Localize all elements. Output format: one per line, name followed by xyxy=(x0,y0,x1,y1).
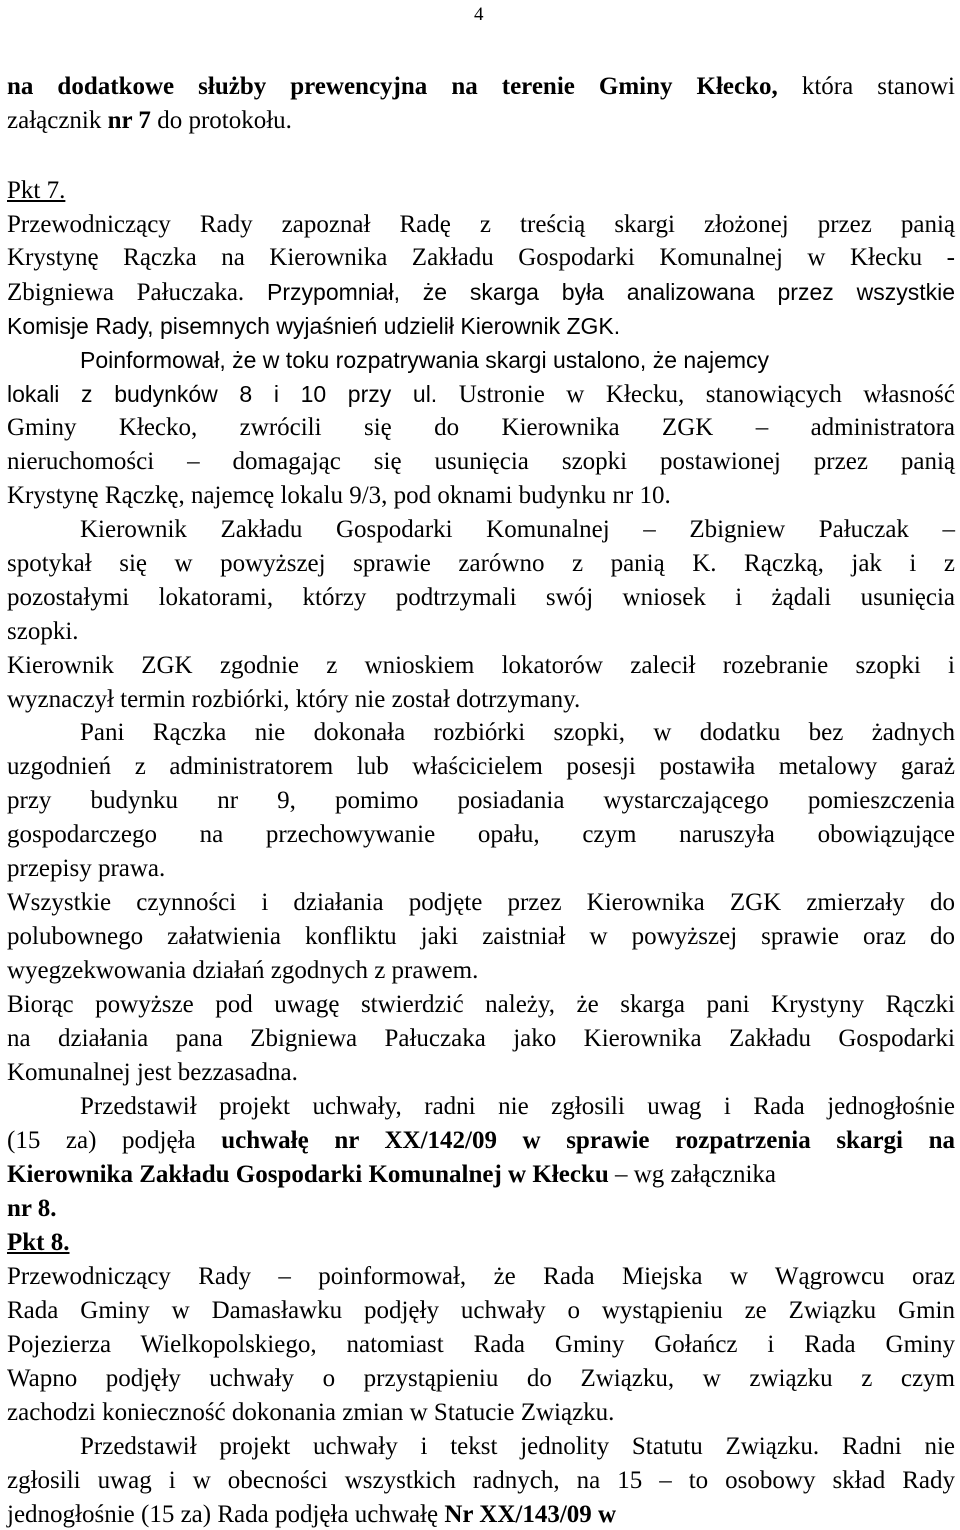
text-line: Biorąc powyższe pod uwagę stwierdzić należy, że skarga pani Krystyny Rączki xyxy=(7,991,955,1018)
text-span: Zbigniewa Pałuczaka. xyxy=(7,279,245,306)
text-line: Pani Rączka nie dokonała rozbiórki szopki, w dodatku bez żadnych xyxy=(80,719,955,746)
text-line: Komisje Rady, pisemnych wyjaśnień udzielił Kierownik ZGK. xyxy=(7,313,621,339)
text-span: Ustronie w Kłecku, stanowiących własność xyxy=(437,381,955,408)
text-span: jednogłośnie (15 za) Rada podjęła uchwałę xyxy=(7,1501,445,1528)
text-line: Kierownik Zakładu Gospodarki Komunalnej – Zbigniew Pałuczak – xyxy=(80,516,955,543)
text-line: nr 8. xyxy=(7,1195,57,1222)
section-heading: Pkt 8. xyxy=(7,1229,70,1256)
text-line: szopki. xyxy=(7,618,79,645)
text-line xyxy=(7,379,955,410)
text-line: wyegzekwowania działań zgodnych z prawem. xyxy=(7,957,479,984)
bold-text: nr 7 xyxy=(107,107,151,134)
text-line xyxy=(7,277,955,308)
text-line: Przewodniczący Rady – poinformował, że Rada Miejska w Wągrowcu oraz xyxy=(7,1263,955,1290)
text-line xyxy=(7,106,955,136)
text-line: uzgodnień z administratorem lub właścicielem posesji postawiła metalowy garaż xyxy=(7,753,955,780)
text-line: Przewodniczący Rady zapoznał Radę z treścią skargi złożonej przez panią xyxy=(7,211,955,238)
text-span: załącznik xyxy=(7,107,108,134)
text-line: wyznaczył termin rozbiórki, który nie został dotrzymany. xyxy=(7,686,581,713)
text-line: Rada Gminy w Damasławku podjęły uchwały o wystąpieniu ze Związku Gmin xyxy=(7,1297,955,1324)
text-line: Wszystkie czynności i działania podjęte przez Kierownika ZGK zmierzały do xyxy=(7,889,955,916)
bold-text: uchwałę nr XX/142/09 w sprawie rozpatrzenia skargi na xyxy=(221,1127,955,1154)
text-line: nieruchomości – domagając się usunięcia szopki postawionej przez panią xyxy=(7,448,955,475)
text-line xyxy=(7,1160,955,1190)
bold-text: Kierownika Zakładu Gospodarki Komunalnej w Kłecku xyxy=(7,1161,609,1188)
text-span: spotykał się w powyższej sprawie zarówno z panią xyxy=(7,550,665,577)
text-span: Przypomniał, że skarga była analizowana przez wszystkie xyxy=(244,279,955,305)
text-line: zgłosili uwag i w obecności wszystkich radnych, na 15 – to osobowy skład Rady xyxy=(7,1467,955,1494)
bold-text: na dodatkowe służby prewencyjna na terenie Gminy Kłecko, xyxy=(7,73,778,100)
text-line: Kierownik ZGK zgodnie z wnioskiem lokatorów zalecił rozebranie szopki i xyxy=(7,652,955,679)
text-line: na działania pana Zbigniewa Pałuczaka jako Kierownika Zakładu Gospodarki xyxy=(7,1025,955,1052)
text-line xyxy=(7,549,955,579)
bold-text: Nr XX/143/09 w xyxy=(444,1501,617,1528)
text-line xyxy=(7,72,955,102)
text-line: polubownego załatwienia konfliktu jaki zaistniał w powyższej sprawie oraz do xyxy=(7,923,955,950)
text-line: przy budynku nr 9, pomimo posiadania wystarczającego pomieszczenia xyxy=(7,787,955,814)
text-span: lokali z budynków 8 i 10 przy ul. xyxy=(7,381,438,407)
text-line: Poinformował, że w toku rozpatrywania skargi ustalono, że najemcy xyxy=(80,347,770,373)
text-line: Pojezierza Wielkopolskiego, natomiast Rada Gminy Gołańcz i Rada Gminy xyxy=(7,1331,955,1358)
text-line: zachodzi konieczność dokonania zmian w Statucie Związku. xyxy=(7,1399,615,1426)
text-line xyxy=(7,1500,955,1530)
text-line: Przedstawił projekt uchwały, radni nie zgłosili uwag i Rada jednogłośnie xyxy=(80,1093,955,1120)
text-span: – wg załącznika xyxy=(608,1161,777,1188)
text-line: Krystynę Rączka na Kierownika Zakładu Gospodarki Komunalnej w Kłecku - xyxy=(7,244,955,271)
text-line: Komunalnej jest bezzasadna. xyxy=(7,1059,298,1086)
text-line: Krystynę Rączkę, najemcę lokalu 9/3, pod oknami budynku nr 10. xyxy=(7,482,671,509)
text-line: Wapno podjęły uchwały o przystąpieniu do Związku, w związku z czym xyxy=(7,1365,955,1392)
text-span: która stanowi xyxy=(777,73,955,100)
text-span: K. Rączką, jak i z xyxy=(664,550,955,577)
text-line: Gminy Kłecko, zwrócili się do Kierownika ZGK – administratora xyxy=(7,414,955,441)
text-line xyxy=(7,1126,955,1156)
text-line: Przedstawił projekt uchwały i tekst jednolity Statutu Związku. Radni nie xyxy=(80,1433,955,1460)
text-line: przepisy prawa. xyxy=(7,855,166,882)
text-span: do protokołu. xyxy=(150,107,292,134)
section-heading: Pkt 7. xyxy=(7,177,66,204)
text-line: gospodarczego na przechowywanie opału, czym naruszyła obowiązujące xyxy=(7,821,955,848)
text-line: pozostałymi lokatorami, którzy podtrzymali swój wniosek i żądali usunięcia xyxy=(7,584,955,611)
text-span: (15 za) podjęła xyxy=(7,1127,222,1154)
page-number: 4 xyxy=(474,4,484,25)
